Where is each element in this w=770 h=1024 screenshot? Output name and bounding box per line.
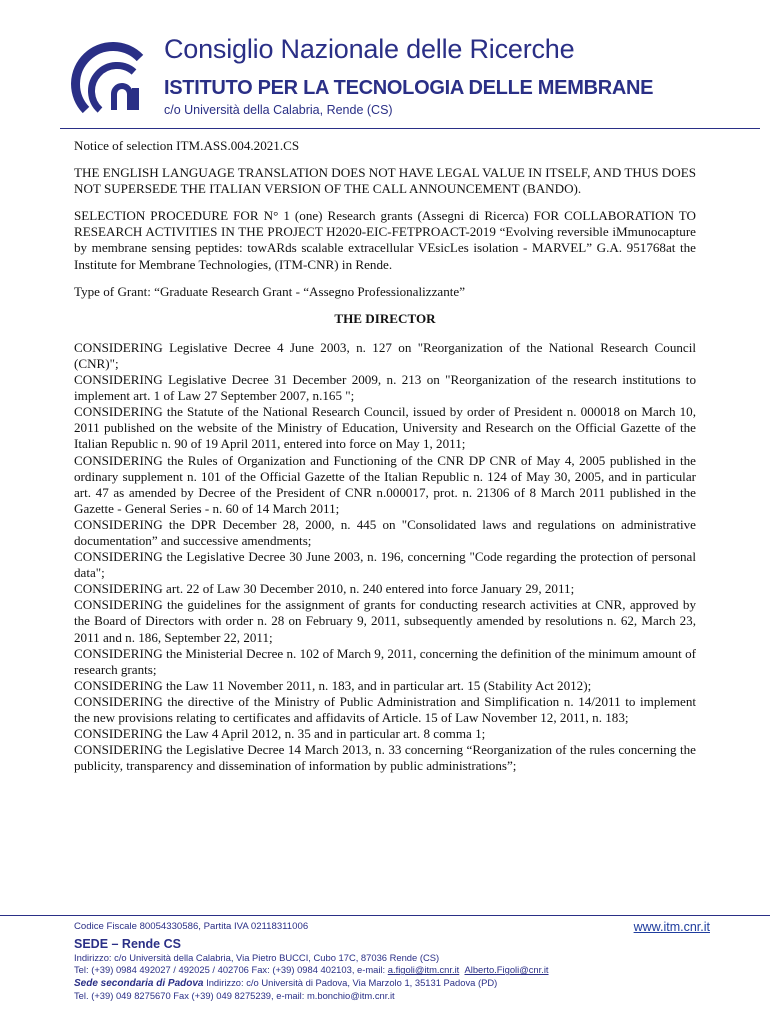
considering-item: CONSIDERING the DPR December 28, 2000, n. 445 on "Consolidated laws and regulations on administrative documentation” and successive amendments; xyxy=(74,516,696,548)
translation-disclaimer: THE ENGLISH LANGUAGE TRANSLATION DOES NOT HAVE LEGAL VALUE IN ITSELF, AND THUS DOES NOT SUPERSEDE THE ITALIAN VERSION OF THE CALL ANNOUNCEMENT (BANDO). xyxy=(74,165,696,197)
secondary-office-label: Sede secondaria di Padova xyxy=(74,977,204,989)
considering-item: CONSIDERING the Legislative Decree 30 June 2003, n. 196, concerning "Code regarding the protection of personal data"; xyxy=(74,549,696,581)
considering-item: CONSIDERING Legislative Decree 31 December 2009, n. 213 on "Reorganization of the research institutions to implement art. 1 of Law 27 September 2007, n.165 "; xyxy=(74,372,696,404)
institute-address: c/o Università della Calabria, Rende (CS) xyxy=(164,103,393,117)
contacts-text: Tel: (+39) 0984 492027 / 492025 / 402706 Fax: (+39) 0984 402103, e-mail: xyxy=(74,964,388,976)
considering-item: CONSIDERING the Legislative Decree 14 March 2013, n. 33 concerning “Reorganization of the rules concerning the publicity, transparency and dissemination of information by public administrations”; xyxy=(74,742,696,774)
considering-item: CONSIDERING the Ministerial Decree n. 102 of March 9, 2011, concerning the definition of the minimum amount of research grants; xyxy=(74,645,696,677)
page-footer xyxy=(74,921,714,1003)
notice-number: Notice of selection ITM.ASS.004.2021.CS xyxy=(74,138,300,153)
main-office-contacts xyxy=(74,964,714,977)
organization-name: Consiglio Nazionale delle Ricerche xyxy=(164,34,575,64)
website-link[interactable]: www.itm.cnr.it xyxy=(633,920,710,934)
cnr-logo xyxy=(70,40,156,118)
considering-item: CONSIDERING art. 22 of Law 30 December 2010, n. 240 entered into force January 29, 2011; xyxy=(74,581,575,597)
email-link-figoli[interactable]: a.figoli@itm.cnr.it xyxy=(387,964,460,976)
main-office-address: Indirizzo: c/o Università della Calabria, Via Pietro BUCCI, Cubo 17C, 87036 Rende (CS) xyxy=(74,951,440,963)
considering-item: CONSIDERING the Law 4 April 2012, n. 35 and in particular art. 8 comma 1; xyxy=(74,726,486,742)
considering-list xyxy=(74,340,696,775)
director-heading: THE DIRECTOR xyxy=(334,310,436,326)
considering-item: CONSIDERING the directive of the Ministry of Public Administration and Simplification n. 14/2011 to implement the new provisions relating to certificates and affidavits of Article. 15 of Law November 12, 2011, n. 183; xyxy=(74,693,696,725)
considering-item: CONSIDERING the guidelines for the assignment of grants for conducting research activities at CNR, approved by the Board of Directors with order n. 28 on February 9, 2011, subsequently amended by resolutions n. 62, March 23, 2011 and n. 186, September 22, 2011; xyxy=(74,597,696,645)
considering-item: CONSIDERING the Rules of Organization and Functioning of the CNR DP CNR of May 4, 2005 published in the ordinary supplement n. 101 of the Official Gazette of the Italian Republic n. 124 of May 30, 2005, and in particular art. 47 as amended by Decree of the President of CNR n.000017, prot. n. 21306 of 8 March 2011 published in the Gazette - General Series - n. 60 of 14 March 2011; xyxy=(74,452,696,516)
header-divider xyxy=(60,128,760,129)
secondary-office xyxy=(74,977,714,991)
footer-divider xyxy=(0,915,770,916)
grant-type: Type of Grant: “Graduate Research Grant - “Assegno Professionalizzante” xyxy=(74,283,466,299)
document-body xyxy=(74,138,696,774)
institute-name: ISTITUTO PER LA TECNOLOGIA DELLE MEMBRANE xyxy=(164,77,654,99)
email-link-figoli-cnr[interactable]: Alberto.Figoli@cnr.it xyxy=(464,964,549,976)
considering-item: CONSIDERING the Law 11 November 2011, n. 183, and in particular art. 15 (Stability Act 2012); xyxy=(74,677,592,693)
secondary-office-contacts: Tel. (+39) 049 8275670 Fax (+39) 049 8275239, e-mail: m.bonchio@itm.cnr.it xyxy=(74,990,395,1002)
considering-item: CONSIDERING the Statute of the National Research Council, issued by order of President n. 000018 on March 10, 2011 published on the website of the Ministry of Education, University and Research on the Official Gazette of the Italian Republic n. 90 of 19 April 2011, entered into force on May 1, 2011; xyxy=(74,404,696,452)
secondary-office-address: Indirizzo: c/o Università di Padova, Via Marzolo 1, 35131 Padova (PD) xyxy=(203,976,498,988)
main-office-label: SEDE – Rende CS xyxy=(74,936,181,951)
considering-item: CONSIDERING Legislative Decree 4 June 2003, n. 127 on "Reorganization of the National Research Council (CNR)"; xyxy=(74,339,696,371)
fiscal-code: Codice Fiscale 80054330586, Partita IVA 02118311006 xyxy=(74,921,309,932)
selection-procedure: SELECTION PROCEDURE FOR N° 1 (one) Research grants (Assegni di Ricerca) FOR COLLABORATION TO RESEARCH ACTIVITIES IN THE PROJECT H2020-EIC-FETPROACT-2019 “Evolving reversible iMmunocapture by membrane sensing peptides: towARds scalable extracellular VEsicLes isolation - MARVEL” G.A. 951768at the Institute for Membrane Technologies, (ITM-CNR) in Rende. xyxy=(74,208,696,272)
